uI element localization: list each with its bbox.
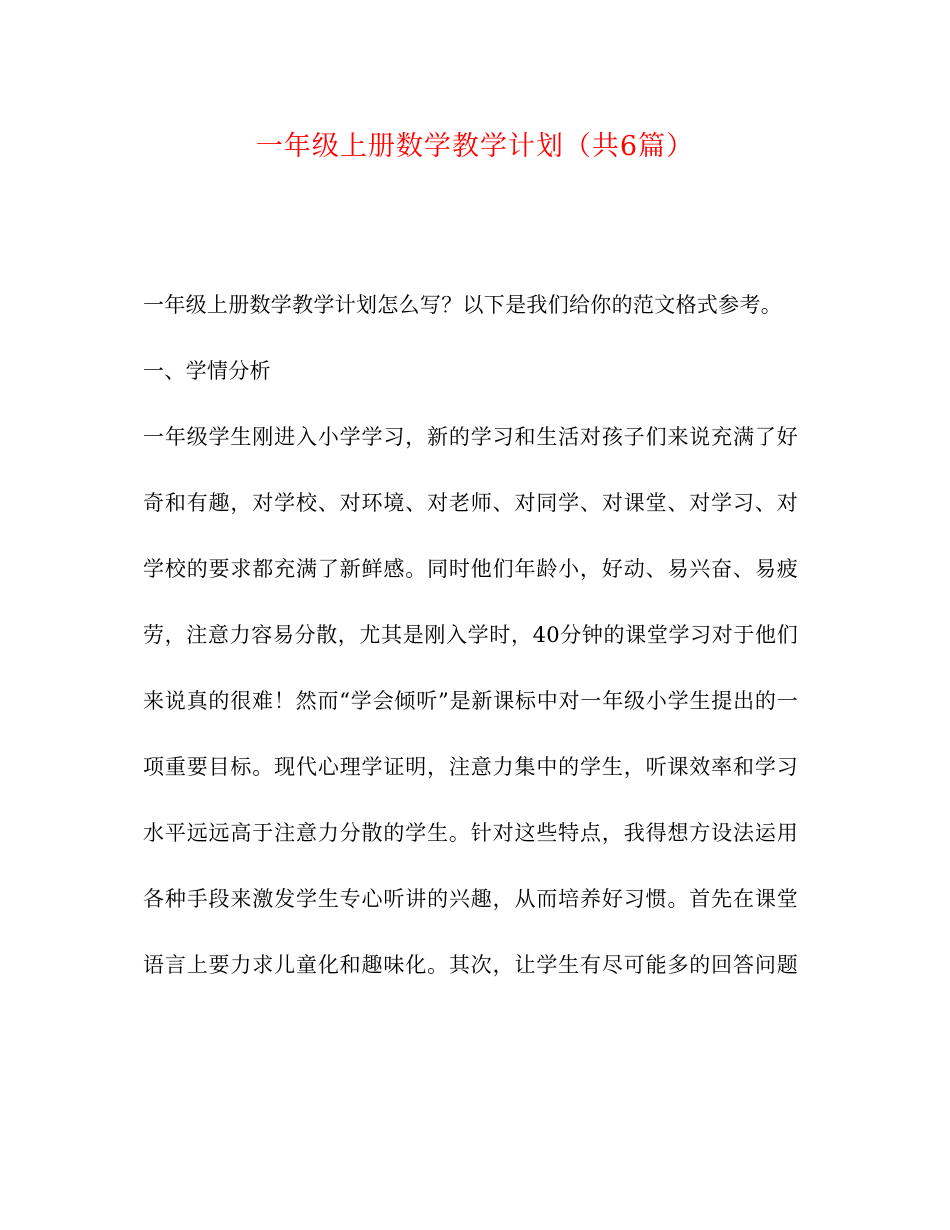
paragraph-line: 水平远远高于注意力分散的学生。针对这些特点，我得想方设法运用	[143, 821, 798, 845]
paragraph-line: 一年级学生刚进入小学学习，新的学习和生活对孩子们来说充满了好	[143, 425, 798, 449]
document-body	[143, 290, 803, 1016]
paragraph-line: 项重要目标。现代心理学证明，注意力集中的学生，听课效率和学习	[143, 755, 798, 779]
intro-line: 一年级上册数学教学计划怎么写？以下是我们给你的范文格式参考。	[143, 293, 782, 317]
paragraph-line: 来说真的很难！然而“学会倾听”是新课标中对一年级小学生提出的一	[143, 689, 798, 713]
section-heading: 一、学情分析	[143, 359, 271, 383]
paragraph-line: 奇和有趣，对学校、对环境、对老师、对同学、对课堂、对学习、对	[143, 491, 798, 515]
paragraph-line: 语言上要力求儿童化和趣味化。其次，让学生有尽可能多的回答问题	[143, 953, 798, 977]
paragraph-line: 各种手段来激发学生专心听讲的兴趣，从而培养好习惯。首先在课堂	[143, 887, 798, 911]
paragraph-line: 学校的要求都充满了新鲜感。同时他们年龄小，好动、易兴奋、易疲	[143, 557, 798, 581]
paragraph-line: 劳，注意力容易分散，尤其是刚入学时，40分钟的课堂学习对于他们	[143, 623, 798, 647]
document-title: 一年级上册数学教学计划（共6篇）	[255, 131, 695, 162]
